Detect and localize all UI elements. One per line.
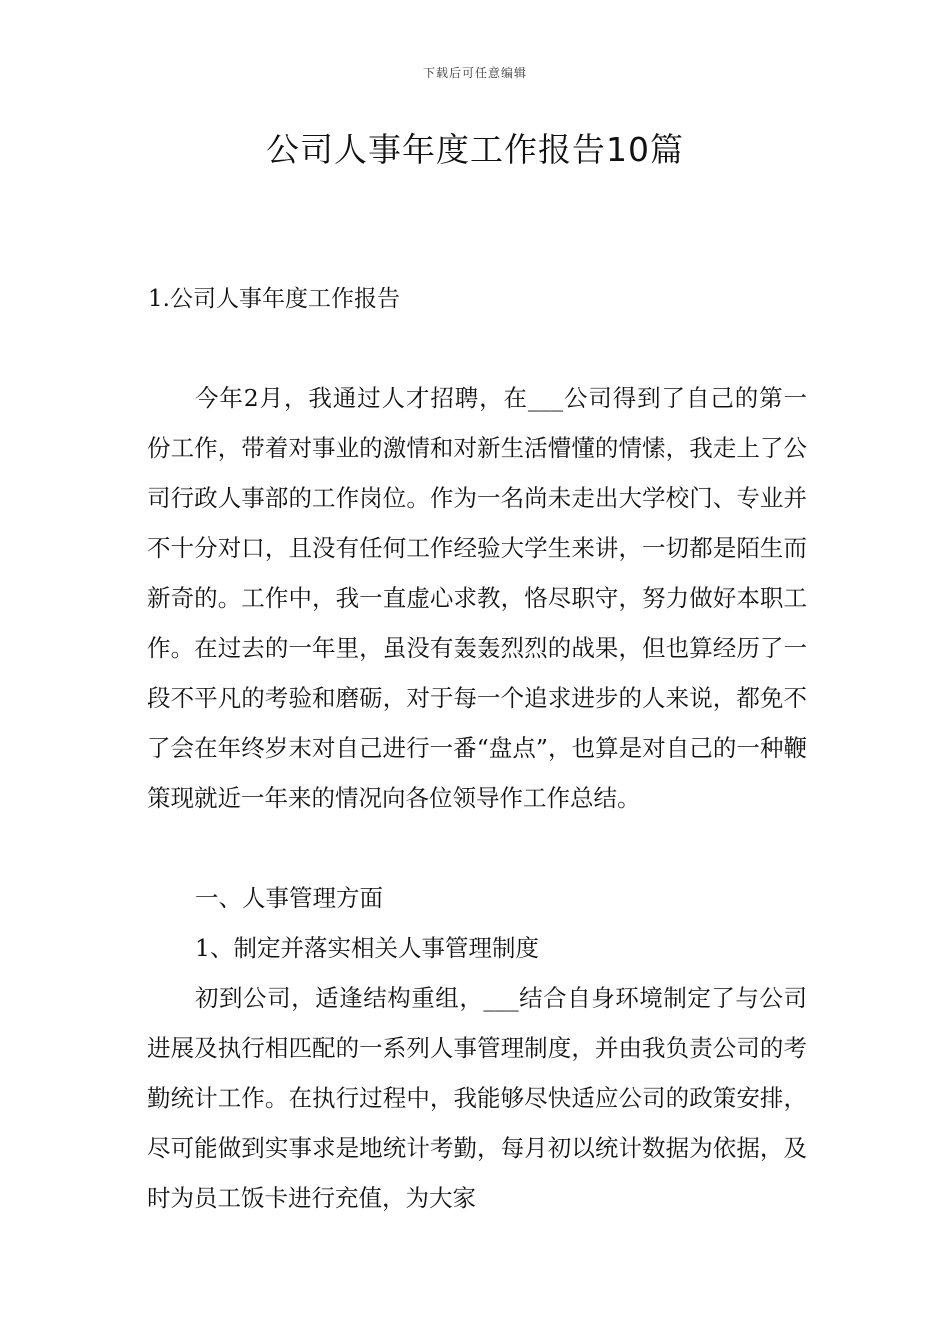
sub-heading-personnel-system: 1、制定并落实相关人事管理制度: [195, 934, 539, 962]
document-title: 公司人事年度工作报告10篇: [266, 130, 684, 169]
body-paragraph-2: 初到公司，适逢结构重组，___结合自身环境制定了与公司进展及执行相匹配的一系列人事管理制度，并由我负责公司的考勤统计工作。在执行过程中，我能够尽快适应公司的政策安排，尽可能做到实事求是地统计考勤，每月初以统计数据为依据，及时为员工饭卡进行充值，为大家: [147, 984, 807, 1212]
header-note: 下载后可任意编辑: [422, 66, 527, 80]
section-heading: 1.公司人事年度工作报告: [148, 286, 400, 312]
body-paragraph-1: 今年2月，我通过人才招聘，在___公司得到了自己的第一份工作，带着对事业的激情和对新生活懵懂的情愫，我走上了公司行政人事部的工作岗位。作为一名尚未走出大学校门、专业并不十分对口，且没有任何工作经验大学生来讲，一切都是陌生而新奇的。工作中，我一直虚心求教，恪尽职守，努力做好本职工作。在过去的一年里，虽没有轰轰烈烈的战果，但也算经历了一段不平凡的考验和磨砺，对于每一个追求进步的人来说，都免不了会在年终岁末对自己进行一番“盘点”，也算是对自己的一种鞭策现就近一年来的情况向各位领导作工作总结。: [147, 384, 807, 812]
sub-heading-personnel-management: 一、人事管理方面: [195, 884, 383, 912]
